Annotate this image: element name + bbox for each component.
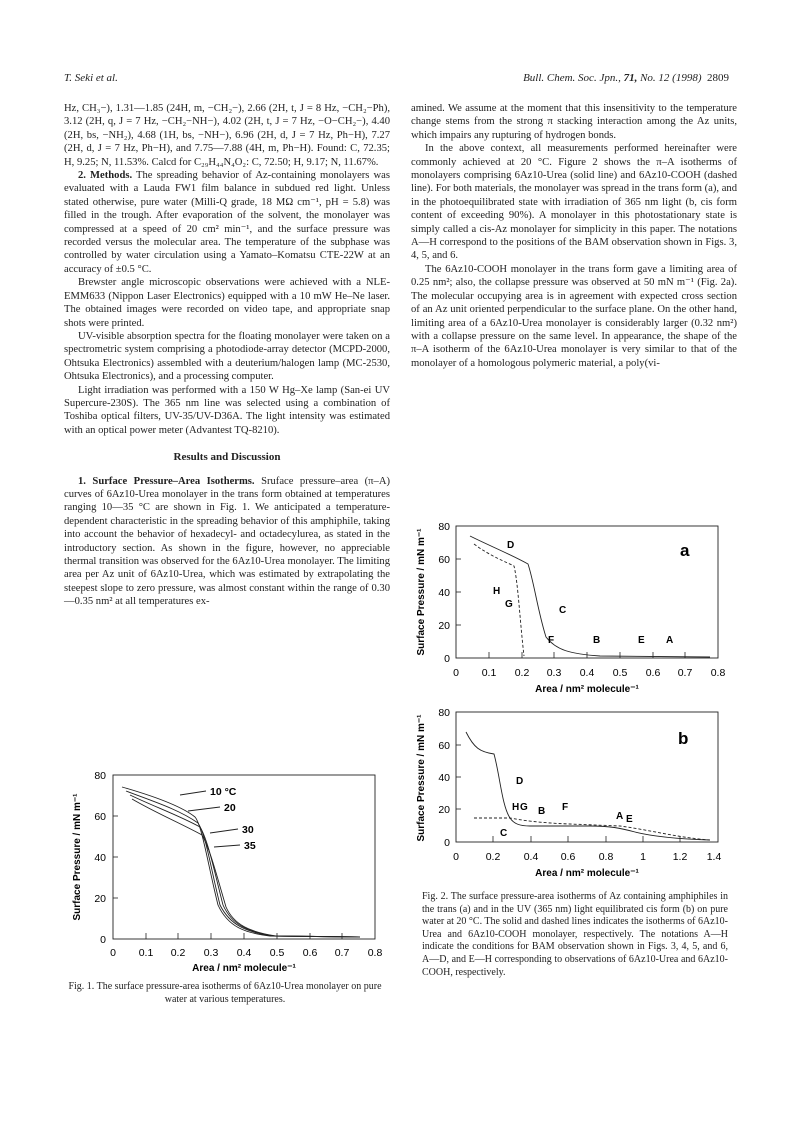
figure-2a-plot: [410, 522, 740, 704]
methods-text: The spreading behavior of Az-containing monolayers was evaluated with a Lauda FW1 film balance in subdued red light. Unless stated otherwise, pure water (Milli-Q grade, 18 MΩ cm⁻¹, pH = 5.8) was filled in the trough. After evaporation of the solvent, the monolayer was compressed at a speed of 20 cm² min⁻¹, and the surface pressure was recorded versus the molecular area. The temperature of the subphase was controlled by water circulation using a Yamato–Komatsu CTE-22W at an accuracy of ±0.5 °C.: [64, 170, 390, 275]
y-tick: 0: [100, 934, 106, 946]
paragraph: Brewster angle microscopic observations were achieved with a NLE-EMM633 (Nippon Laser Electronics) equipped with a 10 mW He–Ne laser. The obtained images were recorded on video tape, and appropriate snap shots were printed.: [64, 277, 390, 329]
isotherms-text: Sruface pressure–area (π–A) curves of 6Az10-Urea monolayer in the trans form obtained at temperatures ranging 10—35 °C are shown in Fig. 1. We anticipated a temperature-dependent characteristic in the spreading behavior of this amphiphile, taking into account the behavior of hexadecyl- and octadecylurea, as stated in the introductory section. As shown in the figure, however, no appreciable thermal transition was observed for the 6Az10-Urea monolayer. The limiting area per Az unit of 6Az10-Urea, which was estimated by extrapolating the steepest slope to zero pressure, was almost constant within the range of 0.30—0.35 nm² at all temperatures ex-: [64, 475, 391, 608]
x-tick: 1: [640, 851, 646, 863]
urea-isotherm: [470, 536, 710, 657]
point-label-A: A: [666, 635, 674, 646]
cooh-isotherm: [474, 544, 524, 656]
x-tick: 0.8: [598, 851, 614, 863]
x-tick: 0.7: [334, 947, 350, 959]
y-tick: 80: [94, 770, 106, 782]
figure-2b: [410, 706, 740, 979]
point-label-B: B: [538, 806, 546, 817]
isotherm-10C: [122, 787, 360, 937]
page-number: 2809: [707, 72, 729, 84]
x-tick: 0.1: [138, 947, 154, 959]
methods-heading: 2. Methods.: [78, 170, 133, 182]
label-leader: [214, 845, 240, 847]
y-tick: 40: [94, 852, 106, 864]
journal-issue: No. 12 (1998): [640, 72, 702, 84]
figure-1: [60, 765, 390, 1006]
figure-2b-plot: [410, 706, 740, 888]
x-tick: 0: [110, 947, 116, 959]
curve-label-30: 30: [242, 824, 254, 836]
y-axis-label: Surface Pressure / mN m⁻¹: [416, 528, 427, 656]
point-label-C: C: [559, 605, 567, 616]
section-heading: Results and Discussion: [173, 451, 281, 464]
left-column: [64, 102, 390, 609]
plot-frame: [113, 775, 375, 939]
x-tick: 0.2: [170, 947, 186, 959]
paragraph-methods: [64, 169, 390, 276]
point-label-D: D: [516, 776, 524, 787]
isotherm-35C: [132, 799, 360, 937]
x-axis-label: Area / nm² molecule⁻¹: [192, 963, 296, 974]
y-tick: 40: [438, 587, 450, 599]
y-tick: 20: [438, 804, 450, 816]
curve-label-10C: 10 °C: [210, 786, 237, 798]
paragraph: UV-visible absorption spectra for the floating monolayer were taken on a spectrometric system comprising a photodiode-array detector (MCPD-2000, Ohtsuka Electronics) assembled with a deuterium/halogen lamp (MC-2530, Ohtsuka Electronics), and a processing computer.: [64, 330, 390, 383]
y-axis-label: Surface Pressure / mN m⁻¹: [416, 714, 427, 842]
x-tick: 0.6: [302, 947, 318, 959]
y-tick: 0: [444, 653, 450, 665]
point-label-H: H: [493, 586, 501, 597]
label-leader: [210, 829, 238, 833]
paragraph: Hz, CH₃−), 1.31—1.85 (24H, m, −CH₂−), 2.66 (2H, t, J = 8 Hz, −CH₂−Ph), 3.12 (2H, q, J = 7 Hz, −CH₂−NH−), 4.02 (2H, t, J = 7 Hz, −O−CH₂−), 4.40 (2H, bs, −NH₂), 4.68 (1H, bs, −NH−), 6.96 (2H, d, J = 7 Hz, Ph−H), 7.27 (2H, d, J = 7 Hz, Ph−H), and 7.75—7.88 (4H, m, Ph−H). Found: C, 72.35; H, 9.25; N, 11.53%. Calcd for C₂₉H₄₄N₄O₂: C, 72.50; H, 9.17; N, 11.67%.: [64, 103, 390, 168]
x-tick: 0.8: [367, 947, 383, 959]
point-label-G: G: [520, 802, 528, 813]
point-label-H: H: [512, 802, 520, 813]
label-leader: [180, 791, 206, 795]
curve-label-35: 35: [244, 840, 256, 852]
point-label-B: B: [593, 635, 601, 646]
figure-2a: [410, 522, 740, 709]
panel-label: b: [678, 729, 689, 748]
x-tick: 1.4: [706, 851, 722, 863]
right-column: [411, 102, 737, 370]
paragraph-isotherms: [64, 475, 390, 609]
x-tick: 0.4: [523, 851, 539, 863]
x-tick: 0.1: [481, 667, 497, 679]
paragraph: In the above context, all measurements performed hereinafter were commonly achieved at 20 °C. Figure 2 shows the π–A isotherms of monolayers comprising 6Az10-Urea (solid line) and 6Az10-COOH (dashed line). For both materials, the monolayer was spread in the trans form (a), and in the photoequilibrated state with irradiation of 365 nm light (b, cis form content of exceeding 90%). A monolayer in this photostationary state is simply called a cis-Az monolayer for simplicity in this paper. The notations A—H correspond to the positions of the BAM observation shown in Figs. 3, 4, 5, and 6.: [411, 143, 737, 262]
x-tick: 1.2: [672, 851, 688, 863]
cooh-isotherm: [474, 818, 710, 840]
x-tick: 0.8: [710, 667, 726, 679]
y-tick: 60: [94, 811, 106, 823]
x-tick: 0.5: [612, 667, 628, 679]
y-axis-label: Surface Pressure / mN m⁻¹: [72, 793, 83, 921]
point-label-A: A: [616, 811, 624, 822]
x-tick: 0.2: [514, 667, 530, 679]
urea-isotherm: [466, 732, 710, 840]
x-tick: 0: [453, 851, 459, 863]
point-label-F: F: [562, 802, 569, 813]
point-label-E: E: [638, 635, 645, 646]
figure-1-plot: [60, 765, 390, 980]
y-tick: 0: [444, 837, 450, 849]
y-tick: 40: [438, 772, 450, 784]
x-axis-label: Area / nm² molecule⁻¹: [535, 868, 639, 879]
figure-1-caption: Fig. 1. The surface pressure-area isotherms of 6Az10-Urea monolayer on pure water at various temperatures.: [68, 981, 382, 1005]
label-leader: [188, 807, 220, 811]
running-header-journal: [523, 72, 729, 84]
x-tick: 0.3: [203, 947, 219, 959]
y-tick: 20: [438, 620, 450, 632]
x-axis-label: Area / nm² molecule⁻¹: [535, 684, 639, 695]
journal-volume: 71,: [623, 72, 638, 84]
panel-label: a: [680, 541, 690, 560]
paragraph: amined. We assume at the moment that this insensitivity to the temperature change stems from the strong π stacking interaction among the Az units, which impairs any rupturing of hydrogen bonds.: [411, 103, 737, 141]
point-label-E: E: [626, 814, 633, 825]
x-tick: 0.6: [645, 667, 661, 679]
running-header-authors: T. Seki et al.: [64, 72, 118, 84]
point-label-G: G: [505, 599, 513, 610]
paragraph: Light irradiation was performed with a 150 W Hg–Xe lamp (San-ei UV Supercure-230S). The 365 nm line was selected using a combination of Toshiba optical filters, UV-35/UV-D36A. The light intensity was estimated with an optical power meter (Advantest TQ-8210).: [64, 384, 390, 436]
y-tick: 60: [438, 554, 450, 566]
figure-2-caption: Fig. 2. The surface pressure-area isotherms of Az containing amphiphiles in the trans (a) and in the UV (365 nm) light equilibrated cis form (b) on pure water at 20 °C. The solid and dashed lines indicates the isotherms of 6Az10-Urea and 6Az10-COOH monolayer, respectively. The notations A—H indicate the conditions for BAM observation shown in Figs. 3, 4, 5, and 6, A—D, and E—H corresponding to observations of 6Az10-Urea and 6Az10-COOH, respectively.: [422, 891, 728, 978]
x-tick: 0.3: [546, 667, 562, 679]
journal-name: Bull. Chem. Soc. Jpn.,: [523, 72, 621, 84]
point-label-D: D: [507, 540, 515, 551]
paragraph: The 6Az10-COOH monolayer in the trans form gave a limiting area of 0.25 nm²; also, the collapse pressure was observed at 50 mN m⁻¹ (Fig. 2a). The molecular occupying area is in agreement with expected cross section of an Az unit oriented perpendicular to the surface plane. On the other hand, limiting area of a 6Az10-Urea monolayer is considerably larger (0.32 nm²) with a collapse pressure on the same level. In appearance, the shape of the π–A isotherm of the 6Az10-Urea monolayer is very similar to that of the monolayer of a homologous polymeric material, a poly(vi-: [411, 263, 737, 369]
x-tick: 0: [453, 667, 459, 679]
isotherms-heading: 1. Surface Pressure–Area Isotherms.: [78, 475, 255, 487]
x-tick: 0.2: [485, 851, 501, 863]
y-tick: 80: [438, 707, 450, 719]
y-tick: 80: [438, 522, 450, 533]
point-label-C: C: [500, 828, 508, 839]
curve-label-20: 20: [224, 802, 236, 814]
y-tick: 20: [94, 893, 106, 905]
x-tick: 0.6: [560, 851, 576, 863]
x-tick: 0.4: [579, 667, 595, 679]
isotherm-20C: [126, 791, 360, 937]
x-tick: 0.5: [269, 947, 285, 959]
x-tick: 0.7: [677, 667, 693, 679]
y-tick: 60: [438, 740, 450, 752]
x-tick: 0.4: [236, 947, 252, 959]
point-label-F: F: [548, 635, 555, 646]
